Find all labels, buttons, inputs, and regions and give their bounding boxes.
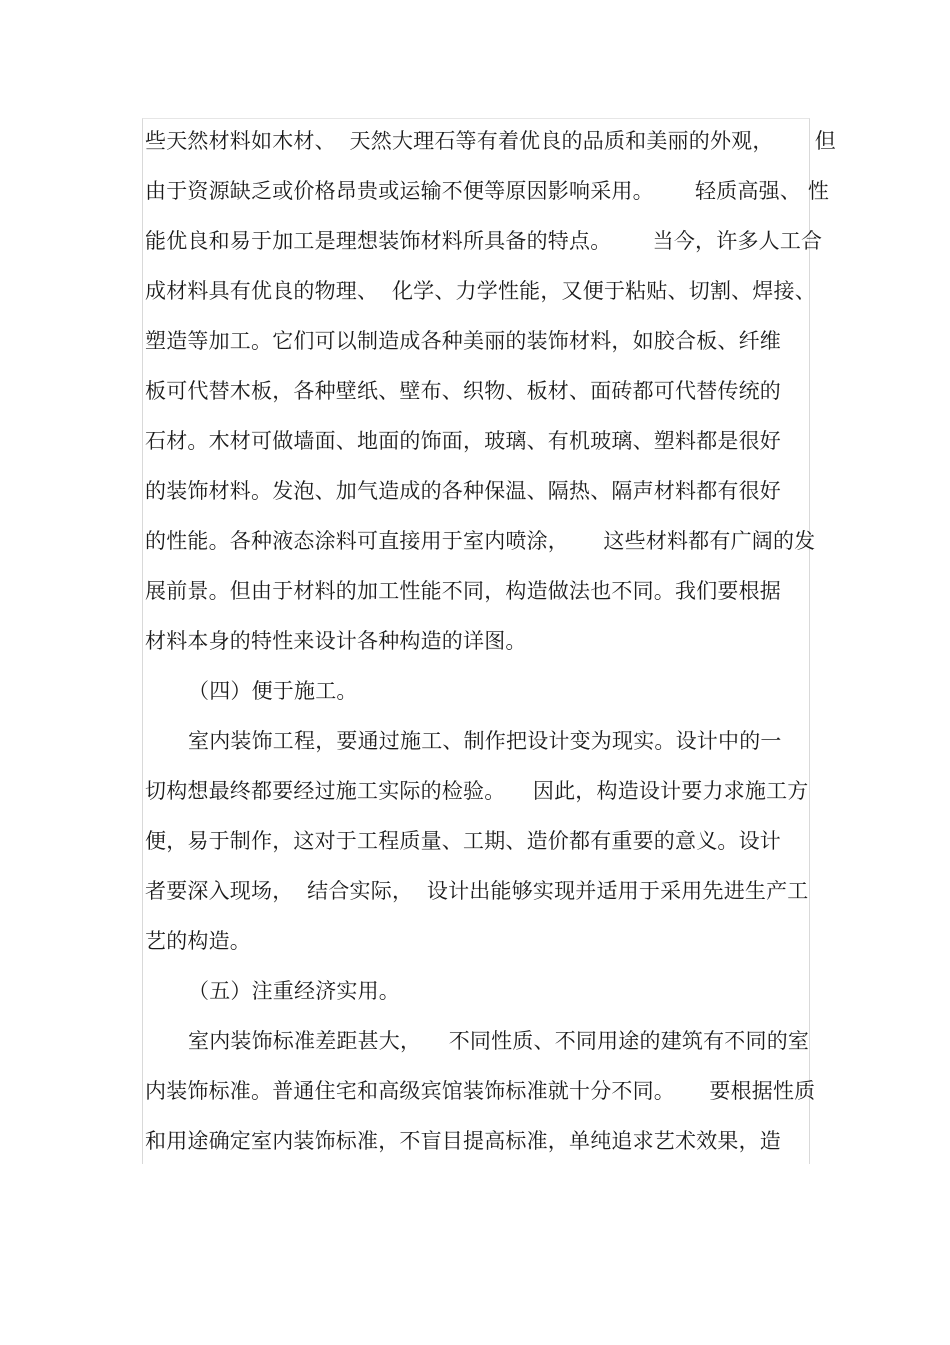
paragraph-line: 和用途确定室内装饰标准，不盲目提高标准，单纯追求艺术效果，造 [145,1129,781,1153]
paragraph-line: 板可代替木板，各种壁纸、壁布、织物、板材、面砖都可代替传统的 [145,379,781,403]
paragraph-line: 由于资源缺乏或价格昂贵或运输不便等原因影响采用。 轻质高强、 性 [145,179,830,203]
paragraph-line: 室内装饰标准差距甚大， 不同性质、不同用途的建筑有不同的室 [188,1029,810,1053]
paragraph-line: 塑造等加工。它们可以制造成各种美丽的装饰材料，如胶合板、纤维 [145,329,781,353]
paragraph-line: 材料本身的特性来设计各种构造的详图。 [145,629,527,653]
section-heading: （五）注重经济实用。 [188,979,400,1003]
paragraph-line: 便，易于制作，这对于工程质量、工期、造价都有重要的意义。设计 [145,829,781,853]
paragraph-line: 室内装饰工程，要通过施工、制作把设计变为现实。设计中的一 [188,729,782,753]
section-heading: （四）便于施工。 [188,679,358,703]
paragraph-line: 切构想最终都要经过施工实际的检验。 因此，构造设计要力求施工方 [145,779,809,803]
paragraph-line: 石材。木材可做墙面、地面的饰面，玻璃、有机玻璃、塑料都是很好 [145,429,781,453]
paragraph-line: 展前景。但由于材料的加工性能不同，构造做法也不同。我们要根据 [145,579,781,603]
paragraph-line: 能优良和易于加工是理想装饰材料所具备的特点。 当今，许多人工合 [145,229,823,253]
paragraph-line: 的性能。各种液态涂料可直接用于室内喷涂， 这些材料都有广阔的发 [145,529,816,553]
paragraph-line: 些天然材料如木材、 天然大理石等有着优良的品质和美丽的外观， 但 [145,129,836,153]
paragraph-line: 的装饰材料。发泡、加气造成的各种保温、隔热、隔声材料都有很好 [145,479,781,503]
paragraph-line: 者要深入现场， 结合实际， 设计出能够实现并适用于采用先进生产工 [145,879,809,903]
paragraph-line: 内装饰标准。普通住宅和高级宾馆装饰标准就十分不同。 要根据性质 [145,1079,816,1103]
paragraph-line: 艺的构造。 [145,929,251,953]
paragraph-line: 成材料具有优良的物理、 化学、力学性能，又便于粘贴、切割、焊接、 [145,279,816,303]
